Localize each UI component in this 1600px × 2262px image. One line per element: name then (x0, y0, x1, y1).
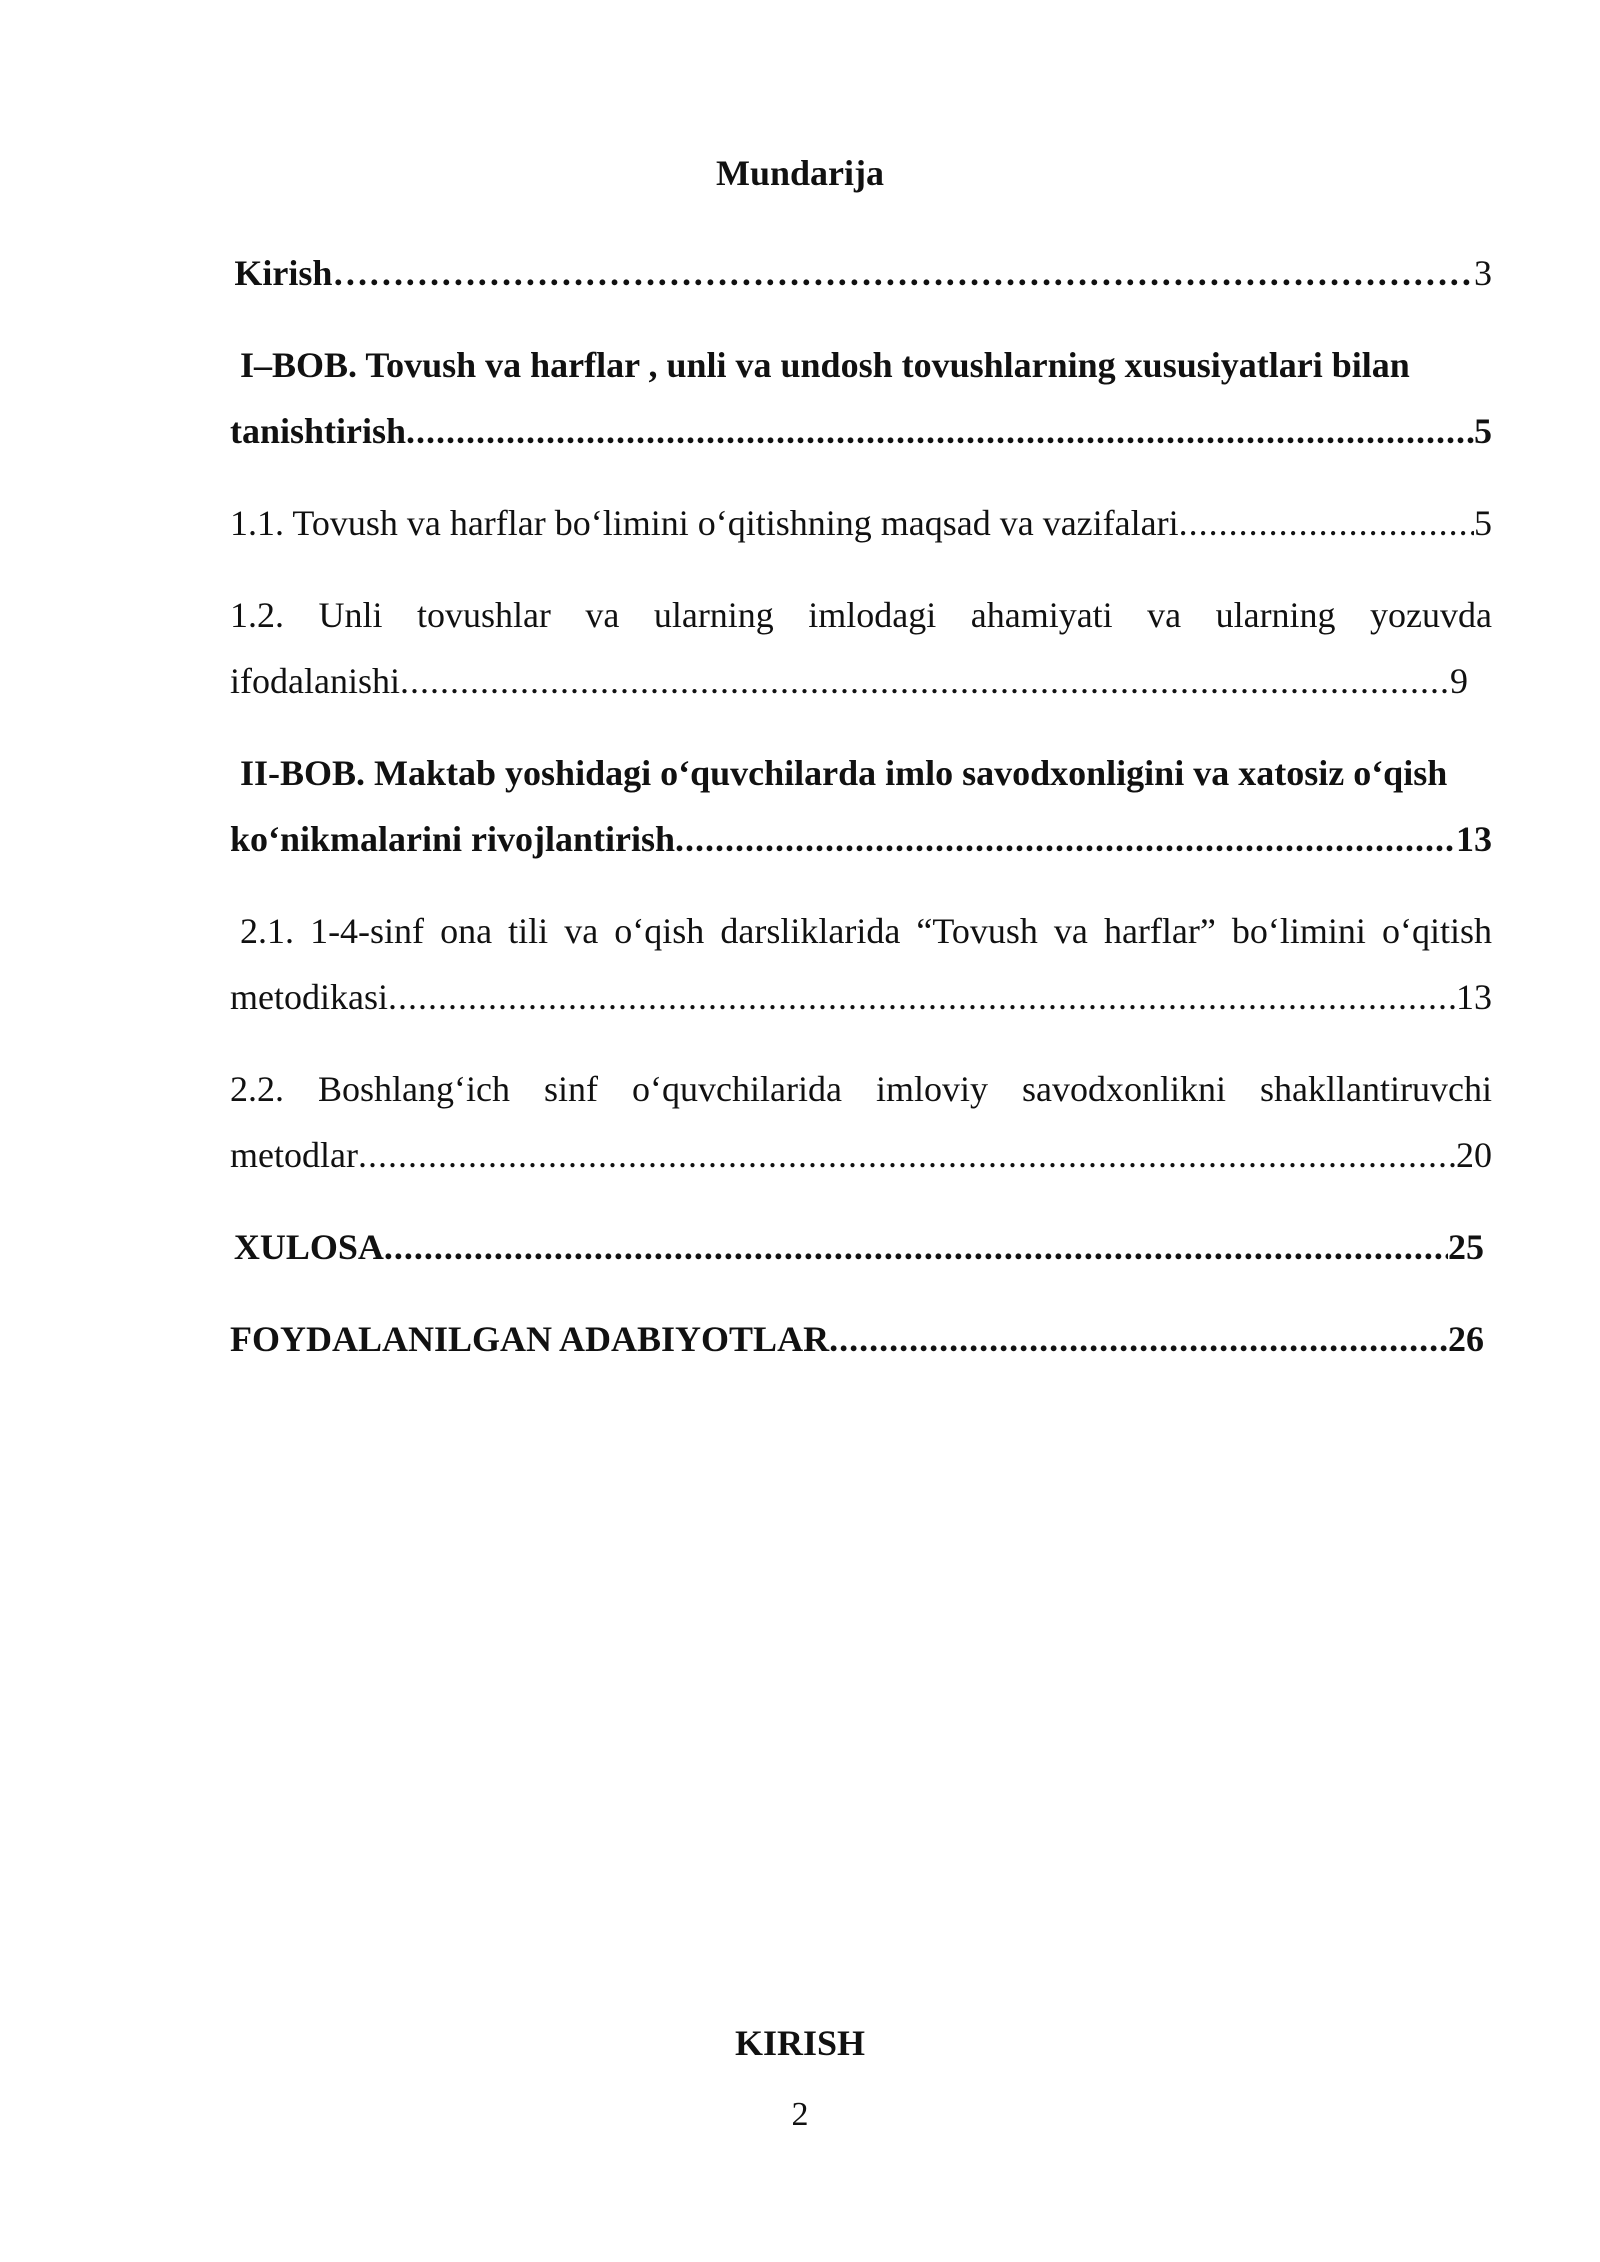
toc-leader-dots (406, 398, 1474, 464)
toc-entry-label: I–BOB. Tovush va harflar , unli va undosh tovushlarning xususiyatlari bilan (240, 345, 1410, 385)
toc-entry-label: 1.1. Tovush va harflar bo‘limini o‘qitishning maqsad va vazifalari (230, 503, 1179, 543)
page-number: 2 (791, 2096, 809, 2133)
toc-entry-label-continued: ko‘nikmalarini rivojlantirish (230, 819, 676, 859)
toc-leader-dots (332, 240, 1474, 306)
toc-entry-section-1-2[interactable] (230, 582, 1492, 714)
toc-entry-label: II-BOB. Maktab yoshidagi o‘quvchilarda imlo savodxonligini va xatosiz o‘qish (240, 753, 1448, 793)
toc-title: Mundarija (715, 153, 884, 193)
toc-entry-label-continued: ifodalanishi (230, 661, 400, 701)
toc-leader-dots (400, 648, 1450, 714)
toc-entry-label: XULOSA (233, 1227, 384, 1267)
toc-entry-section-1-1[interactable] (230, 490, 1492, 556)
toc-entry-page: 3 (1474, 253, 1492, 293)
toc-entry-bibliography[interactable] (230, 1306, 1492, 1372)
toc-entry-page: 5 (1474, 503, 1492, 543)
toc-entry-label-continued: metodlar (230, 1135, 358, 1175)
toc-leader-dots (675, 806, 1456, 872)
toc-entry-section-2-1[interactable] (230, 898, 1492, 1030)
toc-entry-page: 26 (1448, 1319, 1484, 1359)
toc-entry-xulosa[interactable] (230, 1214, 1492, 1280)
toc-entry-page: 13 (1456, 819, 1492, 859)
toc-entry-chapter-2[interactable] (230, 740, 1492, 872)
toc-leader-dots (829, 1306, 1448, 1372)
toc-leader-dots (1179, 490, 1474, 556)
toc-leader-dots (358, 1122, 1456, 1188)
toc-entry-page: 20 (1456, 1135, 1492, 1175)
toc-entry-label: 2.2. Boshlang‘ich sinf o‘quvchilarida imloviy savodxonlikni shakllantiruvchi (230, 1069, 1492, 1109)
toc-entry-label: Kirish (234, 253, 333, 293)
toc-entry-label: FOYDALANILGAN ADABIYOTLAR (230, 1319, 830, 1359)
table-of-contents (230, 240, 1492, 1398)
toc-leader-dots (384, 1214, 1448, 1280)
toc-leader-dots (388, 964, 1456, 1030)
toc-entry-section-2-2[interactable] (230, 1056, 1492, 1188)
toc-entry-label: 1.2. Unli tovushlar va ularning imlodagi ahamiyati va ularning yozuvda (230, 595, 1492, 635)
toc-entry-page: 25 (1448, 1227, 1484, 1267)
toc-entry-page: 9 (1450, 661, 1468, 701)
toc-entry-page: 5 (1474, 411, 1492, 451)
next-section-heading: KIRISH (734, 2023, 866, 2063)
toc-entry-label-continued: metodikasi (230, 977, 388, 1017)
toc-entry-label: 2.1. 1-4-sinf ona tili va o‘qish darsliklarida “Tovush va harflar” bo‘limini o‘qitish (240, 911, 1492, 951)
toc-entry-page: 13 (1456, 977, 1492, 1017)
toc-entry-chapter-1[interactable] (230, 332, 1492, 464)
toc-entry-label-continued: tanishtirish (230, 411, 407, 451)
toc-entry-kirish[interactable] (230, 240, 1492, 306)
